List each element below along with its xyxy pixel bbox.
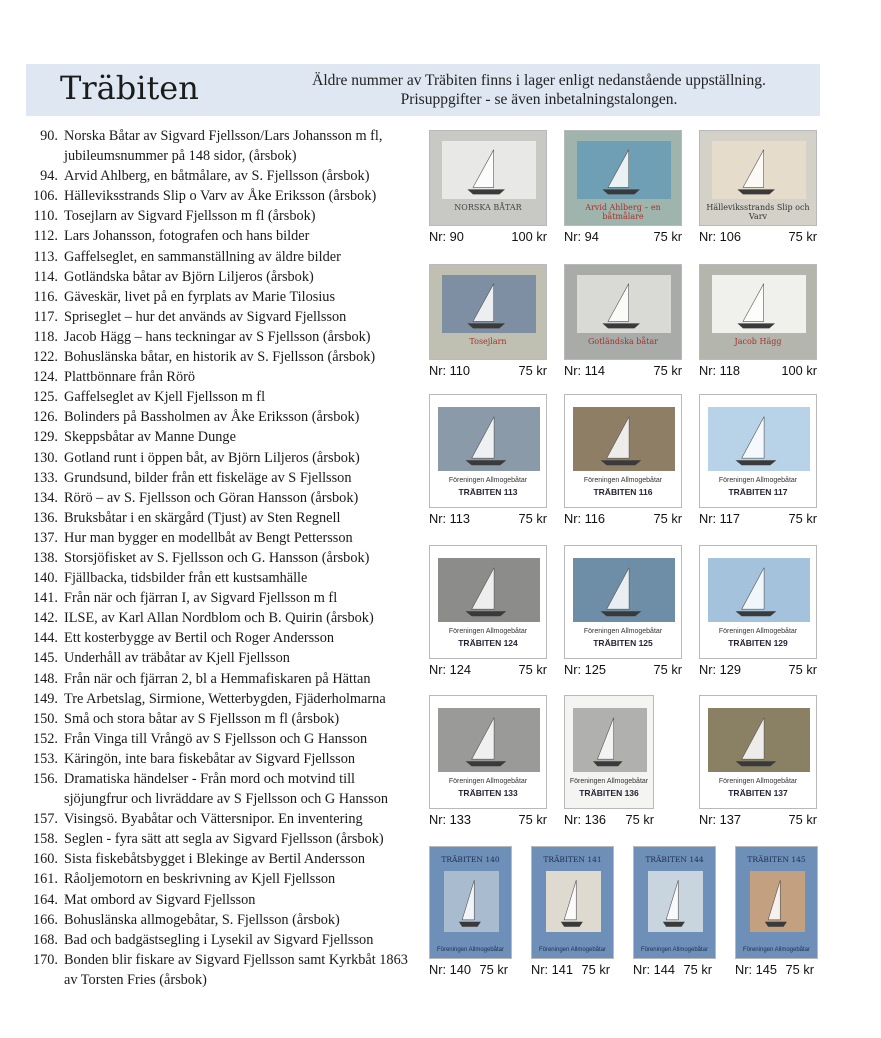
issue-nr: Nr: 145 <box>735 962 777 977</box>
list-item <box>26 729 418 749</box>
cover-photo <box>442 275 536 333</box>
list-item <box>26 648 418 668</box>
sailboat-icon <box>438 558 540 622</box>
cover-photo <box>577 275 671 333</box>
page-title: Träbiten <box>60 69 199 107</box>
cover-photo <box>712 141 806 199</box>
list-item <box>26 327 418 347</box>
issue-number: 141. <box>32 590 58 607</box>
issue-title: Från när och fjärran 2, bl a Hemmafiskaren på Hättan <box>64 670 371 687</box>
list-item <box>26 468 418 488</box>
cover-caption <box>429 812 547 828</box>
issue-title: Spriseglet – hur det används av Sigvard Fjellsson <box>64 308 347 325</box>
cover-caption <box>564 511 682 527</box>
issue-title: Från när och fjärran I, av Sigvard Fjellsson m fl <box>64 590 338 607</box>
issue-nr: Nr: 124 <box>429 662 471 677</box>
association-logo-text: Föreningen Allmogebåtar <box>718 628 798 635</box>
association-logo-text: Föreningen Allmogebåtar <box>742 947 811 953</box>
list-item <box>26 448 418 468</box>
issue-title: Seglen - fyra sätt att segla av Sigvard Fjellsson (årsbok) <box>64 831 384 848</box>
cover-photo <box>708 407 810 471</box>
issue-price: 75 kr <box>581 962 610 977</box>
issue-price: 75 kr <box>518 363 547 378</box>
sailboat-icon <box>577 141 671 199</box>
cover-caption <box>429 363 547 379</box>
issue-title: Bolinders på Bassholmen av Åke Eriksson (årsbok) <box>64 409 360 426</box>
issue-title: Ett kosterbygge av Bertil och Roger Andersson <box>64 630 335 647</box>
issue-price: 75 kr <box>788 229 817 244</box>
list-item <box>26 488 418 508</box>
association-logo-text: Föreningen Allmogebåtar <box>583 477 663 484</box>
cover-image <box>429 846 512 959</box>
issue-number: 125. <box>32 389 58 406</box>
list-item <box>26 749 418 769</box>
cover-title: Jacob Hägg <box>734 337 782 346</box>
issue-number: 137. <box>32 529 58 546</box>
cover-title: NORSKA BÅTAR <box>454 203 522 212</box>
cover-photo <box>577 141 671 199</box>
cover-title: TRÄBITEN 124 <box>458 638 518 648</box>
issue-number: 136. <box>32 509 58 526</box>
issue-number: 157. <box>32 811 58 828</box>
cover-caption <box>699 662 817 678</box>
list-item <box>26 267 418 287</box>
cover-title: TRÄBITEN 137 <box>728 788 788 798</box>
issue-title: Fjällbacka, tidsbilder från ett kustsamhälle <box>64 570 308 587</box>
issue-number: 114. <box>33 268 58 285</box>
sailboat-icon <box>442 141 536 199</box>
issue-nr: Nr: 133 <box>429 812 471 827</box>
list-item <box>26 367 418 387</box>
cover-caption <box>699 363 817 379</box>
issue-nr: Nr: 118 <box>699 363 741 378</box>
cover-title: Arvid Ahlberg – en båtmålare <box>585 203 661 221</box>
cover-photo <box>708 708 810 772</box>
sailboat-icon <box>708 407 810 471</box>
cover-image <box>564 130 682 226</box>
issue-price: 75 kr <box>653 229 682 244</box>
list-item <box>26 387 418 407</box>
cover-caption <box>564 662 682 678</box>
cover-caption <box>429 229 547 245</box>
issue-title: Tosejlarn av Sigvard Fjellsson m fl (årsbok) <box>64 208 316 225</box>
issue-number: 161. <box>32 871 58 888</box>
issue-title: Norska Båtar av Sigvard Fjellsson/Lars Johansson m fl, jubileumsnummer på 148 sidor, (årsbok) <box>64 128 383 165</box>
issue-number: 170. <box>32 951 58 968</box>
cover-photo <box>444 871 499 932</box>
header-line-2: Prisuppgifter - se även inbetalningstalongen. <box>400 91 678 108</box>
issue-list <box>26 126 418 990</box>
cover-caption <box>564 363 682 379</box>
sailboat-icon <box>712 141 806 199</box>
sailboat-icon <box>648 871 703 932</box>
issue-price: 100 kr <box>511 229 547 244</box>
issue-nr: Nr: 114 <box>564 363 606 378</box>
cover-image <box>699 545 817 659</box>
issue-number: 110. <box>33 208 58 225</box>
issue-number: 145. <box>32 650 58 667</box>
issue-nr: Nr: 136 <box>564 812 606 827</box>
association-logo-text: Föreningen Allmogebåtar <box>718 477 798 484</box>
cover-image <box>735 846 818 959</box>
sailboat-icon <box>438 708 540 772</box>
association-logo-text: Föreningen Allmogebåtar <box>538 947 607 953</box>
cover-photo <box>438 708 540 772</box>
issue-nr: Nr: 113 <box>429 511 471 526</box>
issue-title: Rörö – av S. Fjellsson och Göran Hansson (årsbok) <box>64 489 359 506</box>
cover-photo <box>712 275 806 333</box>
issue-title: Arvid Ahlberg, en båtmålare, av S. Fjellsson (årsbok) <box>64 168 370 185</box>
issue-title: Bohuslänska allmogebåtar, S. Fjellsson (årsbok) <box>64 911 340 928</box>
issue-title: Storsjöfisket av S. Fjellsson och G. Hansson (årsbok) <box>64 549 370 566</box>
issue-title: Hälleviksstrands Slip o Varv av Åke Eriksson (årsbok) <box>64 188 377 205</box>
issue-number: 118. <box>33 328 58 345</box>
sailboat-icon <box>444 871 499 932</box>
issue-title: Gotland runt i öppen båt, av Björn Liljeros (årsbok) <box>64 449 360 466</box>
issue-number: 113. <box>33 248 58 265</box>
issue-price: 75 kr <box>683 962 712 977</box>
association-logo-text: Föreningen Allmogebåtar <box>569 778 649 785</box>
issue-number: 160. <box>32 851 58 868</box>
cover-photo <box>546 871 601 932</box>
sailboat-icon <box>577 275 671 333</box>
cover-image <box>699 264 817 360</box>
sailboat-icon <box>573 407 675 471</box>
sailboat-icon <box>750 871 805 932</box>
cover-image <box>699 394 817 508</box>
issue-number: 138. <box>32 549 58 566</box>
list-item <box>26 407 418 427</box>
issue-nr: Nr: 117 <box>699 511 741 526</box>
issue-number: 149. <box>32 690 58 707</box>
list-item <box>26 689 418 709</box>
cover-photo <box>708 558 810 622</box>
issue-title: Bonden blir fiskare av Sigvard Fjellsson samt Kyrkbåt 1863 av Torsten Fries (årsbok) <box>64 951 408 988</box>
cover-image <box>633 846 716 959</box>
list-item <box>26 528 418 548</box>
header-line-1: Äldre nummer av Träbiten finns i lager enligt nedanstående uppställning. <box>312 72 766 89</box>
cover-caption <box>735 962 814 978</box>
issue-nr: Nr: 116 <box>564 511 606 526</box>
issue-number: 112. <box>33 228 58 245</box>
issue-price: 100 kr <box>781 363 817 378</box>
issue-title: Sista fiskebåtsbygget i Blekinge av Bertil Andersson <box>64 851 365 868</box>
cover-caption <box>699 812 817 828</box>
list-item <box>26 588 418 608</box>
list-item <box>26 307 418 327</box>
issue-title: Små och stora båtar av S Fjellsson m fl (årsbok) <box>64 710 340 727</box>
list-item <box>26 829 418 849</box>
issue-price: 75 kr <box>788 662 817 677</box>
list-item <box>26 890 418 910</box>
issue-title: Grundsund, bilder från ett fiskeläge av S Fjellsson <box>64 469 352 486</box>
cover-title: TRÄBITEN 116 <box>593 487 653 497</box>
issue-number: 142. <box>32 610 58 627</box>
issue-title: Råoljemotorn en beskrivning av Kjell Fjellsson <box>64 871 336 888</box>
issue-title: Gotländska båtar av Björn Liljeros (årsbok) <box>64 268 314 285</box>
cover-caption <box>699 511 817 527</box>
issue-title: Bohuslänska båtar, en historik av S. Fjellsson (årsbok) <box>64 349 376 366</box>
list-item <box>26 608 418 628</box>
cover-title: TRÄBITEN 141 <box>543 855 602 864</box>
issue-nr: Nr: 94 <box>564 229 599 244</box>
issue-number: 129. <box>32 429 58 446</box>
cover-image <box>564 394 682 508</box>
issue-nr: Nr: 137 <box>699 812 741 827</box>
issue-title: Bruksbåtar i en skärgård (Tjust) av Sten Regnell <box>64 509 341 526</box>
issue-price: 75 kr <box>788 511 817 526</box>
issue-number: 150. <box>32 710 58 727</box>
issue-title: Skeppsbåtar av Manne Dunge <box>64 429 236 446</box>
cover-title: Hälleviksstrands Slip och Varv <box>706 203 810 221</box>
cover-image <box>699 130 817 226</box>
issue-number: 153. <box>32 750 58 767</box>
sailboat-icon <box>442 275 536 333</box>
header-banner <box>26 64 820 116</box>
sailboat-icon <box>708 708 810 772</box>
issue-number: 122. <box>32 349 58 366</box>
list-item <box>26 628 418 648</box>
issue-number: 166. <box>32 911 58 928</box>
issue-title: Från Vinga till Vrångö av S Fjellsson och G Hansson <box>64 730 368 747</box>
cover-photo <box>438 407 540 471</box>
list-item <box>26 206 418 226</box>
list-item <box>26 347 418 367</box>
cover-title: Gotländska båtar <box>588 337 658 346</box>
list-item <box>26 869 418 889</box>
cover-photo <box>648 871 703 932</box>
cover-image <box>429 695 547 809</box>
issue-title: Lars Johansson, fotografen och hans bilder <box>64 228 310 245</box>
issue-title: Tre Arbetslag, Sirmione, Wetterbygden, Fjäderholmarna <box>64 690 386 707</box>
issue-number: 164. <box>32 891 58 908</box>
issue-number: 126. <box>32 409 58 426</box>
association-logo-text: Föreningen Allmogebåtar <box>448 628 528 635</box>
cover-title: TRÄBITEN 140 <box>441 855 500 864</box>
cover-image <box>429 394 547 508</box>
cover-image <box>564 545 682 659</box>
cover-image <box>429 130 547 226</box>
issue-nr: Nr: 129 <box>699 662 741 677</box>
cover-title: TRÄBITEN 133 <box>458 788 518 798</box>
list-item <box>26 809 418 829</box>
cover-image <box>699 695 817 809</box>
cover-title: TRÄBITEN 113 <box>458 487 518 497</box>
cover-image <box>564 695 654 809</box>
list-item <box>26 568 418 588</box>
cover-photo <box>573 558 675 622</box>
association-logo-text: Föreningen Allmogebåtar <box>640 947 709 953</box>
issue-title: ILSE, av Karl Allan Nordblom och B. Quirin (årsbok) <box>64 610 374 627</box>
issue-nr: Nr: 110 <box>429 363 471 378</box>
cover-caption <box>429 962 508 978</box>
cover-photo <box>750 871 805 932</box>
issue-title: Dramatiska händelser - Från mord och motvind till sjöjungfrur och livräddare av S Fjellsson och G Hansson <box>64 771 389 808</box>
list-item <box>26 769 418 809</box>
cover-title: TRÄBITEN 129 <box>728 638 788 648</box>
issue-number: 90. <box>40 128 58 144</box>
issue-price: 75 kr <box>653 511 682 526</box>
issue-nr: Nr: 90 <box>429 229 464 244</box>
cover-photo <box>573 407 675 471</box>
issue-price: 75 kr <box>518 511 547 526</box>
issue-number: 158. <box>32 831 58 848</box>
issue-price: 75 kr <box>518 812 547 827</box>
issue-number: 152. <box>32 730 58 747</box>
cover-caption <box>699 229 817 245</box>
cover-title: TRÄBITEN 117 <box>728 487 788 497</box>
issue-number: 116. <box>33 288 58 305</box>
cover-caption <box>429 511 547 527</box>
list-item <box>26 930 418 950</box>
issue-title: Visingsö. Byabåtar och Vättersnipor. En inventering <box>64 811 363 828</box>
issue-price: 75 kr <box>518 662 547 677</box>
cover-caption <box>429 662 547 678</box>
issue-number: 144. <box>32 630 58 647</box>
cover-photo <box>442 141 536 199</box>
header-subtitle <box>264 71 814 109</box>
cover-caption <box>531 962 610 978</box>
cover-title: TRÄBITEN 125 <box>593 638 653 648</box>
issue-nr: Nr: 106 <box>699 229 741 244</box>
issue-price: 75 kr <box>653 662 682 677</box>
list-item <box>26 669 418 689</box>
issue-price: 75 kr <box>788 812 817 827</box>
association-logo-text: Föreningen Allmogebåtar <box>718 778 798 785</box>
sailboat-icon <box>546 871 601 932</box>
cover-title: TRÄBITEN 144 <box>645 855 704 864</box>
sailboat-icon <box>708 558 810 622</box>
issue-number: 140. <box>32 570 58 587</box>
association-logo-text: Föreningen Allmogebåtar <box>448 477 528 484</box>
association-logo-text: Föreningen Allmogebåtar <box>436 947 505 953</box>
sailboat-icon <box>438 407 540 471</box>
issue-title: Underhåll av träbåtar av Kjell Fjellsson <box>64 650 290 667</box>
sailboat-icon <box>573 558 675 622</box>
issue-title: Hur man bygger en modellbåt av Bengt Pettersson <box>64 529 353 546</box>
list-item <box>26 247 418 267</box>
issue-title: Mat ombord av Sigvard Fjellsson <box>64 891 256 908</box>
list-item <box>26 910 418 930</box>
issue-number: 156. <box>32 771 58 787</box>
issue-title: Plattbönnare från Rörö <box>64 369 196 386</box>
issue-nr: Nr: 125 <box>564 662 606 677</box>
issue-title: Gaffelseglet av Kjell Fjellsson m fl <box>64 389 266 406</box>
issue-number: 134. <box>32 489 58 506</box>
cover-photo <box>573 708 647 772</box>
association-logo-text: Föreningen Allmogebåtar <box>448 778 528 785</box>
issue-number: 124. <box>32 369 58 386</box>
cover-photo <box>438 558 540 622</box>
list-item <box>26 709 418 729</box>
cover-caption <box>633 962 712 978</box>
list-item <box>26 126 418 166</box>
list-item <box>26 508 418 528</box>
cover-title: Tosejlarn <box>469 337 507 346</box>
cover-image <box>429 545 547 659</box>
issue-title: Käringön, inte bara fiskebåtar av Sigvard Fjellsson <box>64 750 356 767</box>
cover-image <box>564 264 682 360</box>
list-item <box>26 226 418 246</box>
sailboat-icon <box>573 708 647 772</box>
issue-nr: Nr: 141 <box>531 962 573 977</box>
cover-image <box>429 264 547 360</box>
issue-title: Gäveskär, livet på en fyrplats av Marie Tilosius <box>64 288 336 305</box>
issue-price: 75 kr <box>653 363 682 378</box>
issue-nr: Nr: 144 <box>633 962 675 977</box>
issue-number: 94. <box>40 168 58 185</box>
issue-title: Bad och badgästsegling i Lysekil av Sigvard Fjellsson <box>64 931 374 948</box>
issue-number: 106. <box>32 188 58 205</box>
issue-number: 133. <box>32 469 58 486</box>
issue-number: 148. <box>32 670 58 687</box>
issue-price: 75 kr <box>625 812 654 827</box>
list-item <box>26 427 418 447</box>
cover-title: TRÄBITEN 145 <box>747 855 806 864</box>
cover-caption <box>564 229 682 245</box>
issue-number: 168. <box>32 931 58 948</box>
list-item <box>26 166 418 186</box>
list-item <box>26 548 418 568</box>
issue-number: 117. <box>33 308 58 325</box>
issue-title: Jacob Hägg – hans teckningar av S Fjellsson (årsbok) <box>64 328 371 345</box>
issue-title: Gaffelseglet, en sammanställning av äldre bilder <box>64 248 341 265</box>
list-item <box>26 287 418 307</box>
sailboat-icon <box>712 275 806 333</box>
issue-price: 75 kr <box>785 962 814 977</box>
cover-title: TRÄBITEN 136 <box>579 788 639 798</box>
list-item <box>26 950 418 990</box>
issue-number: 130. <box>32 449 58 466</box>
list-item <box>26 849 418 869</box>
list-item <box>26 186 418 206</box>
issue-price: 75 kr <box>479 962 508 977</box>
issue-nr: Nr: 140 <box>429 962 471 977</box>
cover-image <box>531 846 614 959</box>
association-logo-text: Föreningen Allmogebåtar <box>583 628 663 635</box>
cover-caption <box>564 812 654 828</box>
